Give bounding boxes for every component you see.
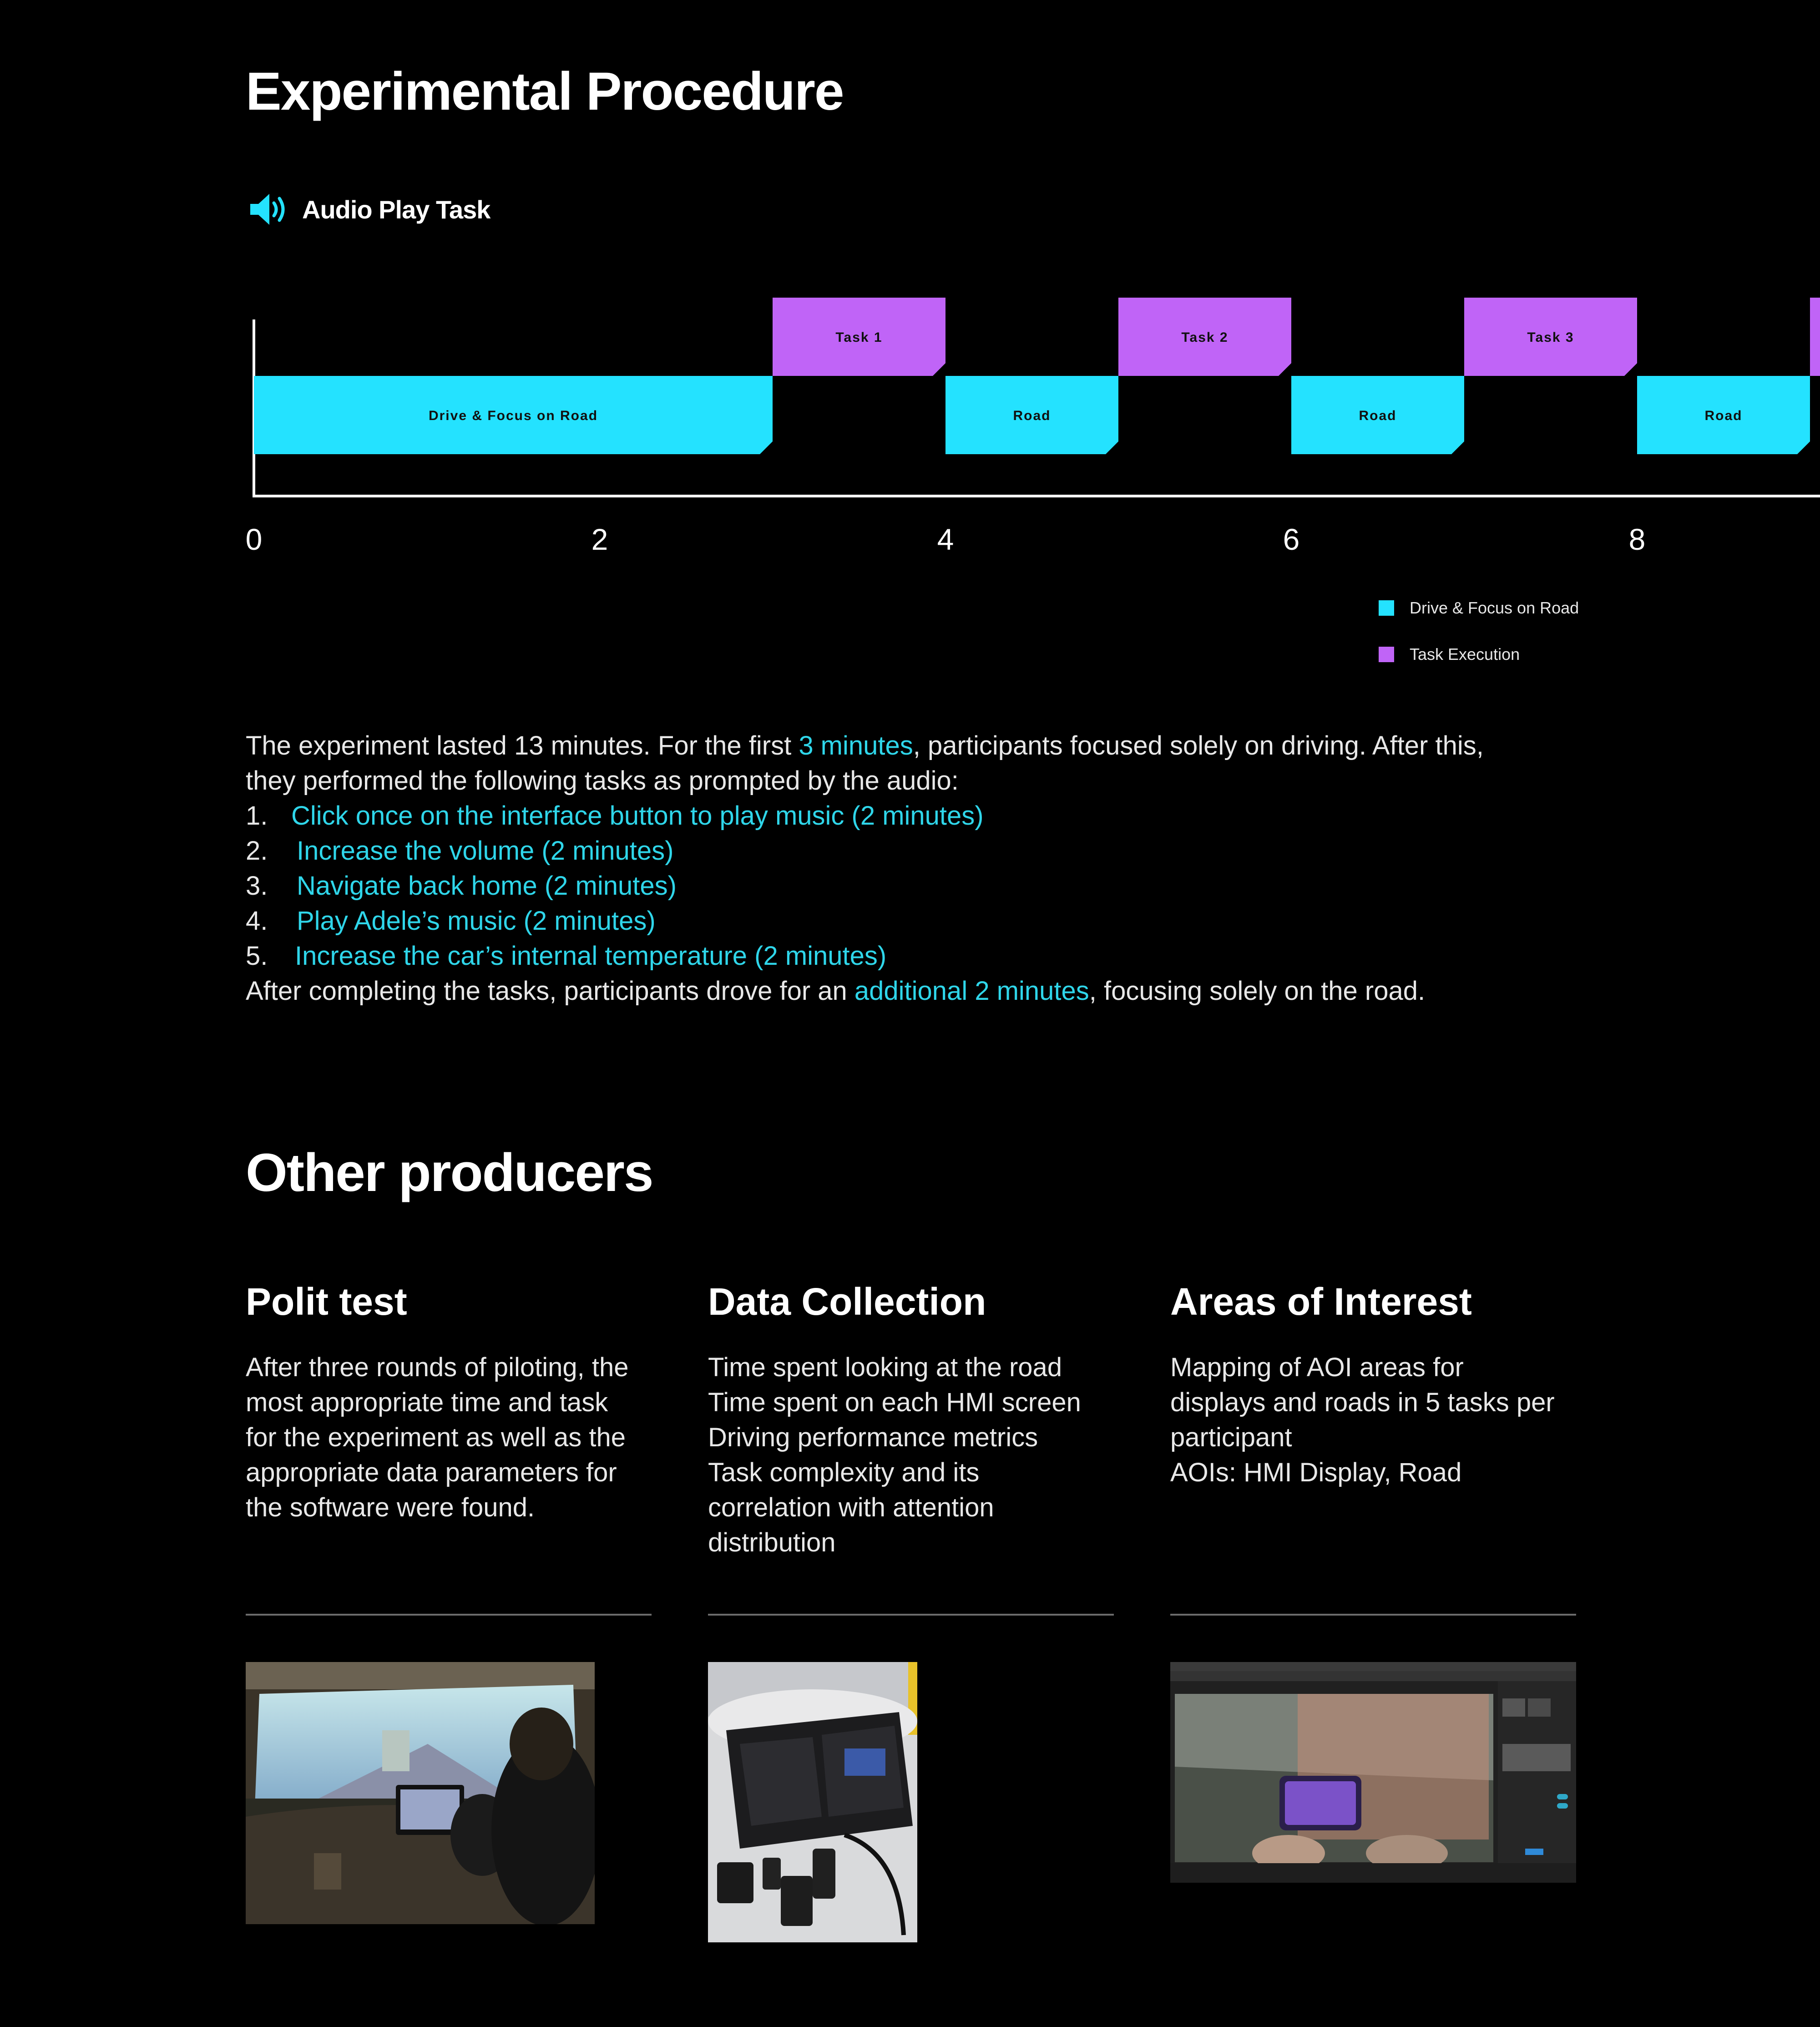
step-number: 2. (246, 836, 268, 866)
procedure-description (246, 728, 1793, 1008)
column-body-areas-of-interest: Mapping of AOI areas for displays and roads in 5 tasks per participant AOIs: HMI Display, Road (1170, 1353, 1555, 1487)
step-2 (246, 833, 1793, 868)
divider (1170, 1614, 1576, 1616)
step-number: 3. (246, 871, 268, 901)
pilot-test-photo (246, 1662, 595, 1924)
outro-text-b: , focusing solely on the road. (1089, 976, 1426, 1006)
x-tick-label: 2 (591, 522, 608, 556)
legend-swatch-task (1379, 647, 1394, 662)
timeline-chart (0, 0, 1820, 683)
segment-label: Task 3 (1527, 330, 1574, 345)
legend-item-task (1379, 645, 1579, 664)
segment-label: Road (1013, 408, 1051, 423)
segment-label: Task 2 (1181, 330, 1228, 345)
outro-line (246, 973, 1793, 1008)
segment-label: Road (1359, 408, 1397, 423)
divider (708, 1614, 1114, 1616)
step-number: 1. (246, 801, 268, 831)
intro-text-a: The experiment lasted 13 minutes. For the first (246, 731, 799, 760)
segment-label: Road (1704, 408, 1743, 423)
step-1 (246, 798, 1793, 833)
step-number: 5. (246, 941, 268, 971)
section-title-experimental-procedure: Experimental Procedure (246, 61, 844, 122)
column-title-pilot-test: Polit test (246, 1280, 407, 1323)
step-text: Play Adele’s music (2 minutes) (297, 906, 656, 936)
divider (246, 1614, 652, 1616)
column-title-data-collection: Data Collection (708, 1280, 986, 1323)
step-4 (246, 903, 1793, 938)
x-tick-label: 0 (245, 522, 263, 556)
legend-swatch-road (1379, 600, 1394, 616)
column-body-data-collection: Time spent looking at the road Time spent on each HMI screen Driving performance metrics Task complexity and its correlation with attention distribution (708, 1353, 1081, 1557)
outro-text-a: After completing the tasks, participants drove for an (246, 976, 854, 1006)
step-3 (246, 868, 1793, 903)
step-5 (246, 938, 1793, 973)
step-text: Navigate back home (2 minutes) (297, 871, 677, 901)
legend-label-task: Task Execution (1410, 645, 1520, 664)
column-body-pilot-test: After three rounds of piloting, the most appropriate time and task for the experiment as well as the appropriate data parameters for the software were found. (246, 1353, 629, 1522)
legend-item-road (1379, 598, 1579, 618)
data-collection-photo (708, 1662, 917, 1942)
step-text: Increase the car’s internal temperature (2 minutes) (295, 941, 887, 971)
outro-highlight: additional 2 minutes (854, 976, 1089, 1006)
column-title-areas-of-interest: Areas of Interest (1170, 1280, 1472, 1323)
aoi-software-screenshot (1170, 1662, 1576, 1883)
step-number: 4. (246, 906, 268, 936)
intro-text-b: , participants focused solely on driving. After this, (913, 731, 1484, 760)
x-tick-label: 6 (1283, 522, 1300, 556)
section-title-other-producers: Other producers (246, 1143, 653, 1203)
intro-line-1 (246, 728, 1793, 763)
legend-label-road: Drive & Focus on Road (1410, 598, 1579, 617)
segment-label: Drive & Focus on Road (428, 408, 598, 423)
intro-highlight: 3 minutes (799, 731, 913, 760)
intro-line-2: they performed the following tasks as prompted by the audio: (246, 766, 959, 796)
step-text: Increase the volume (2 minutes) (297, 836, 674, 866)
step-text: Click once on the interface button to play music (2 minutes) (291, 801, 984, 831)
x-tick-label: 4 (937, 522, 954, 556)
segment-label: Task 1 (835, 330, 883, 345)
chart-legend (1379, 598, 1579, 664)
x-tick-label: 8 (1628, 522, 1646, 556)
audio-play-task-label: Audio Play Task (302, 195, 490, 224)
task-segment-bar (1810, 298, 1820, 376)
